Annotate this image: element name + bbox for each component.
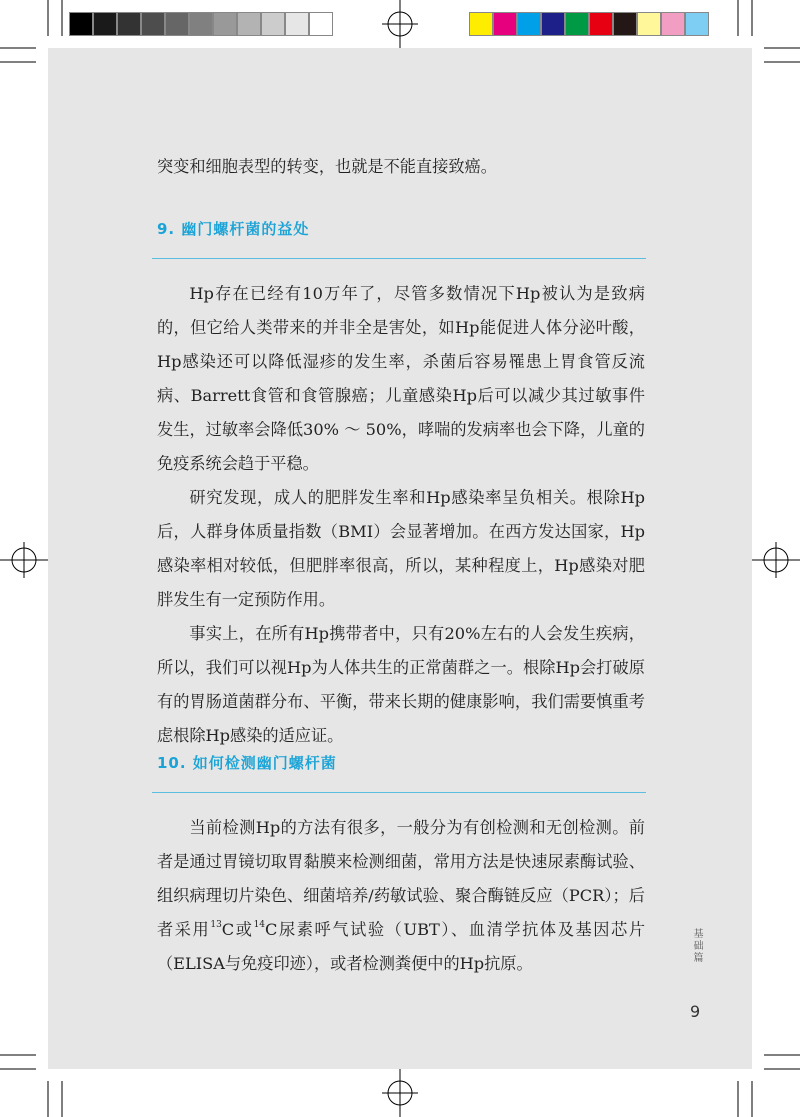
intro-text [157, 150, 645, 184]
paragraph [157, 811, 645, 981]
intro-line: 突变和细胞表型的转变，也就是不能直接致癌。 [157, 157, 497, 176]
paragraph: 事实上，在所有Hp携带者中，只有20%左右的人会发生疾病，所以，我们可以视Hp为人体共生的正常菌群之一。根除Hp会打破原有的胃肠道菌群分布、平衡，带来长期的健康影响，我们需要慎重考虑根除Hp感染的适应证。 [157, 624, 645, 745]
superscript: 14 [253, 919, 266, 930]
section-9-divider [152, 258, 646, 259]
superscript: 13 [210, 919, 222, 930]
text-run: C或 [221, 920, 254, 939]
section-10-divider [152, 792, 646, 793]
section-10-heading: 10. 如何检测幽门螺杆菌 [157, 754, 337, 772]
text-run: 当前检测Hp的方法有很多，一般分为有创检测和无创检测。前者是通过胃镜切取胃黏膜来检测细菌，常用方法是快速尿素酶试验、组织病理切片染色、细菌培养/药敏试验、聚合酶链反应（PCR）；后者采用 [157, 818, 645, 939]
paragraph: Hp存在已经有10万年了，尽管多数情况下Hp被认为是致病的，但它给人类带来的并非全是害处，如Hp能促进人体分泌叶酸，Hp感染还可以降低湿疹的发生率，杀菌后容易罹患上胃食管反流病、Barrett食管和食管腺癌；儿童感染Hp后可以减少其过敏事件发生，过敏率会降低30% ～ 50%，哮喘的发病率也会下降，儿童的免疫系统会趋于平稳。 [157, 284, 645, 473]
text-run: C尿素呼气试验（UBT）、血清学抗体及基因芯片（ELISA与免疫印迹），或者检测粪便中的Hp抗原。 [157, 920, 646, 973]
section-9-heading: 9. 幽门螺杆菌的益处 [157, 220, 310, 238]
paragraph: 研究发现，成人的肥胖发生率和Hp感染率呈负相关。根除Hp后，人群身体质量指数（BMI）会显著增加。在西方发达国家，Hp感染率相对较低，但肥胖率很高，所以，某种程度上，Hp感染对肥胖发生有一定预防作用。 [157, 488, 645, 609]
section-10-body [157, 811, 645, 981]
section-9-body [157, 277, 645, 753]
page-number: 9 [690, 1002, 701, 1021]
section-side-label: 基础篇 [691, 928, 702, 964]
